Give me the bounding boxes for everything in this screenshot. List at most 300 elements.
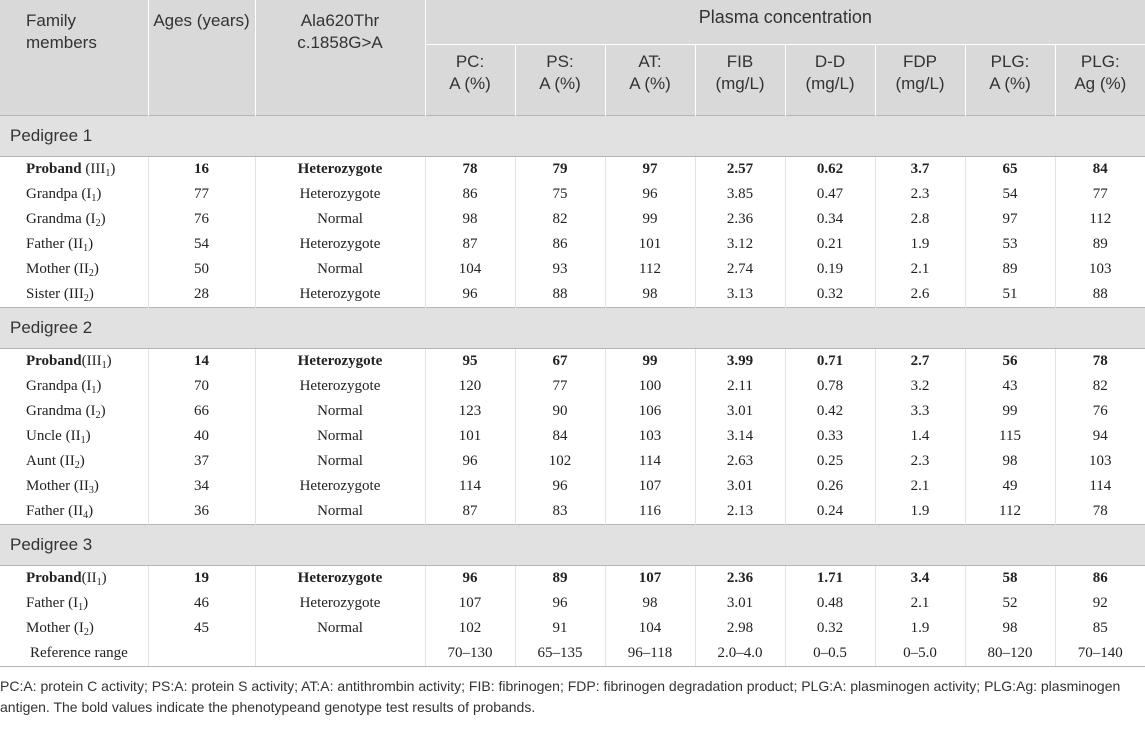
generation-label: (II <box>68 236 84 252</box>
value-cell: 99 <box>605 207 695 232</box>
member-name: Father <box>26 503 65 519</box>
value-cell: 107 <box>425 591 515 616</box>
pedigree-section-row <box>0 525 1145 566</box>
value-cell: 49 <box>965 474 1055 499</box>
value-cell: 86 <box>515 232 605 257</box>
age-cell: 76 <box>148 207 255 232</box>
member-generation-id <box>64 286 94 302</box>
member-name: Grandma <box>26 211 82 227</box>
value-cell: 78 <box>1092 503 1108 519</box>
value-cell: 103 <box>1089 261 1112 277</box>
header-mutation-line1: Ala620Thr <box>300 11 380 30</box>
value-cell: 1.9 <box>875 616 965 641</box>
genotype-cell: Normal <box>255 399 425 424</box>
table-row <box>0 499 1145 525</box>
value-cell: 84 <box>1092 161 1108 177</box>
member-name: Grandma <box>26 403 82 419</box>
member-generation-id <box>68 236 93 252</box>
header-ages: Ages (years) <box>148 0 255 116</box>
reference-value-cell: 0–0.5 <box>785 641 875 667</box>
genotype-cell: Normal <box>255 499 425 525</box>
header-param-2 <box>605 45 695 116</box>
value-cell: 43 <box>965 374 1055 399</box>
value-cell: 95 <box>425 349 515 375</box>
age-cell: 50 <box>148 257 255 282</box>
age-cell: 70 <box>148 374 255 399</box>
member-name-cell <box>0 424 148 449</box>
value-cell: 116 <box>605 499 695 525</box>
reference-value-cell: 70–140 <box>1055 641 1145 667</box>
value-cell: 107 <box>605 474 695 499</box>
value-cell: 99 <box>965 399 1055 424</box>
member-name: Grandpa <box>26 186 78 202</box>
generation-label: (I <box>81 378 92 394</box>
value-cell: 98 <box>425 207 515 232</box>
value-cell: 115 <box>965 424 1055 449</box>
header-mutation-line2: c.1858G>A <box>297 33 383 52</box>
generation-close: ) <box>93 261 99 277</box>
generation-close: ) <box>83 595 89 611</box>
generation-close: ) <box>88 286 94 302</box>
genotype-cell: Normal <box>255 449 425 474</box>
value-cell: 0.34 <box>785 207 875 232</box>
value-cell: 1.71 <box>785 566 875 592</box>
member-name-cell <box>0 591 148 616</box>
member-name-cell <box>0 257 148 282</box>
header-family-members: Family members <box>0 0 148 116</box>
value-cell: 100 <box>605 374 695 399</box>
member-generation-id <box>60 453 85 469</box>
generation-label: (II <box>59 453 75 469</box>
value-cell: 2.3 <box>875 182 965 207</box>
header-param-6 <box>965 45 1055 116</box>
header-plasma-concentration: Plasma concentration <box>425 0 1145 45</box>
member-name: Grandpa <box>26 378 78 394</box>
value-cell: 112 <box>965 499 1055 525</box>
value-cell: 120 <box>425 374 515 399</box>
generation-close: ) <box>101 570 107 586</box>
genotype-cell: Heterozygote <box>255 232 425 257</box>
table-row <box>0 566 1145 592</box>
reference-value-cell: 0–5.0 <box>875 641 965 667</box>
value-cell: 88 <box>1092 286 1108 302</box>
value-cell: 0.33 <box>785 424 875 449</box>
member-generation-id <box>85 161 115 177</box>
generation-close: ) <box>88 620 94 636</box>
value-cell: 2.11 <box>695 374 785 399</box>
header-param-5 <box>875 45 965 116</box>
member-name-cell <box>0 566 148 592</box>
value-cell: 82 <box>515 207 605 232</box>
member-generation-id <box>74 620 94 636</box>
member-name-cell <box>0 474 148 499</box>
value-cell: 3.85 <box>695 182 785 207</box>
generation-index: 1 <box>91 193 97 204</box>
value-cell: 112 <box>605 257 695 282</box>
value-cell: 98 <box>965 449 1055 474</box>
member-name-cell <box>0 349 148 375</box>
age-cell: 19 <box>148 566 255 592</box>
value-cell: 92 <box>1092 595 1108 611</box>
header-param-line: PLG: <box>990 52 1030 71</box>
table-row <box>0 157 1145 183</box>
value-cell: 65 <box>965 157 1055 183</box>
value-cell: 3.13 <box>695 282 785 308</box>
generation-close: ) <box>96 378 102 394</box>
generation-close: ) <box>79 453 85 469</box>
generation-label: (II <box>65 428 81 444</box>
generation-index: 1 <box>96 577 102 588</box>
value-cell: 87 <box>425 499 515 525</box>
member-name-cell <box>0 449 148 474</box>
value-cell: 76 <box>1092 403 1108 419</box>
generation-close: ) <box>88 503 94 519</box>
value-cell: 93 <box>515 257 605 282</box>
value-cell: 103 <box>1089 453 1112 469</box>
generation-label: (III <box>63 286 84 302</box>
age-cell: 16 <box>148 157 255 183</box>
member-name-cell <box>0 282 148 308</box>
member-generation-id <box>81 378 101 394</box>
age-cell: 46 <box>148 591 255 616</box>
age-cell: 14 <box>148 349 255 375</box>
value-cell: 1.9 <box>875 232 965 257</box>
header-param-line: A (%) <box>989 74 1031 93</box>
value-cell: 0.71 <box>785 349 875 375</box>
value-cell: 96 <box>425 282 515 308</box>
value-cell: 2.7 <box>875 349 965 375</box>
reference-value-cell: 96–118 <box>605 641 695 667</box>
generation-close: ) <box>85 428 91 444</box>
table-row <box>0 374 1145 399</box>
generation-close: ) <box>100 211 106 227</box>
value-cell: 96 <box>425 449 515 474</box>
table-row <box>0 257 1145 282</box>
generation-label: (II <box>73 261 89 277</box>
generation-label: (II <box>68 503 84 519</box>
value-cell: 0.26 <box>785 474 875 499</box>
generation-index: 2 <box>74 460 80 471</box>
generation-index: 1 <box>105 168 111 179</box>
value-cell: 3.4 <box>875 566 965 592</box>
genotype-cell: Heterozygote <box>255 182 425 207</box>
value-cell: 107 <box>605 566 695 592</box>
value-cell: 51 <box>965 282 1055 308</box>
value-cell: 114 <box>425 474 515 499</box>
generation-index: 4 <box>83 510 89 521</box>
member-generation-id <box>82 353 112 369</box>
genotype-cell: Heterozygote <box>255 591 425 616</box>
generation-label: (III <box>85 161 106 177</box>
pedigree-label: Pedigree 1 <box>0 116 1145 157</box>
value-cell: 0.42 <box>785 399 875 424</box>
genotype-cell: Normal <box>255 207 425 232</box>
table-row <box>0 232 1145 257</box>
value-cell: 79 <box>515 157 605 183</box>
value-cell: 89 <box>515 566 605 592</box>
genotype-cell: Normal <box>255 257 425 282</box>
member-name-cell <box>0 182 148 207</box>
value-cell: 91 <box>515 616 605 641</box>
age-cell: 28 <box>148 282 255 308</box>
generation-index: 1 <box>80 435 86 446</box>
genotype-cell: Heterozygote <box>255 282 425 308</box>
table-body <box>0 116 1145 667</box>
value-cell: 83 <box>515 499 605 525</box>
member-name-cell <box>0 616 148 641</box>
member-name: Proband <box>26 353 82 369</box>
value-cell: 114 <box>605 449 695 474</box>
generation-label: (III <box>81 353 102 369</box>
header-mutation <box>255 0 425 116</box>
pedigree-section-row <box>0 116 1145 157</box>
value-cell: 2.1 <box>875 591 965 616</box>
table-row <box>0 474 1145 499</box>
value-cell: 3.7 <box>875 157 965 183</box>
generation-index: 1 <box>83 243 89 254</box>
member-name: Mother <box>26 478 71 494</box>
value-cell: 96 <box>515 591 605 616</box>
reference-value-cell: 65–135 <box>515 641 605 667</box>
member-generation-id <box>68 503 93 519</box>
value-cell: 104 <box>425 257 515 282</box>
generation-index: 1 <box>91 385 97 396</box>
generation-label: (I <box>68 595 79 611</box>
member-name: Mother <box>26 261 71 277</box>
value-cell: 3.12 <box>695 232 785 257</box>
header-param-line: (mg/L) <box>805 74 855 93</box>
header-param-line: FDP <box>903 52 937 71</box>
genotype-cell: Heterozygote <box>255 349 425 375</box>
value-cell: 0.19 <box>785 257 875 282</box>
age-cell: 40 <box>148 424 255 449</box>
value-cell: 99 <box>605 349 695 375</box>
member-name: Proband <box>26 161 82 177</box>
genotype-cell: Heterozygote <box>255 474 425 499</box>
header-param-line: PC: <box>455 52 485 71</box>
value-cell: 3.01 <box>695 399 785 424</box>
value-cell: 82 <box>1092 378 1108 394</box>
value-cell: 96 <box>425 566 515 592</box>
generation-index: 3 <box>88 485 94 496</box>
value-cell: 2.36 <box>695 207 785 232</box>
member-name: Father <box>26 595 65 611</box>
value-cell: 98 <box>605 282 695 308</box>
header-param-3 <box>695 45 785 116</box>
generation-index: 1 <box>101 360 107 371</box>
empty-cell <box>148 641 255 667</box>
empty-cell <box>255 641 425 667</box>
table-header <box>0 0 1145 116</box>
value-cell: 84 <box>515 424 605 449</box>
value-cell: 94 <box>1092 428 1108 444</box>
value-cell: 86 <box>425 182 515 207</box>
value-cell: 0.32 <box>785 282 875 308</box>
generation-close: ) <box>100 403 106 419</box>
genotype-cell: Normal <box>255 616 425 641</box>
header-param-line: D-D <box>814 52 846 71</box>
member-generation-id <box>81 186 101 202</box>
value-cell: 52 <box>965 591 1055 616</box>
value-cell: 89 <box>965 257 1055 282</box>
value-cell: 0.32 <box>785 616 875 641</box>
header-param-0 <box>425 45 515 116</box>
value-cell: 3.2 <box>875 374 965 399</box>
value-cell: 0.47 <box>785 182 875 207</box>
value-cell: 77 <box>1092 186 1108 202</box>
value-cell: 2.63 <box>695 449 785 474</box>
header-param-line: (mg/L) <box>895 74 945 93</box>
generation-close: ) <box>110 161 116 177</box>
table-row <box>0 399 1145 424</box>
generation-label: (I <box>85 403 96 419</box>
value-cell: 2.36 <box>695 566 785 592</box>
member-generation-id <box>86 211 106 227</box>
generation-label: (I <box>81 186 92 202</box>
reference-value-cell: 70–130 <box>425 641 515 667</box>
value-cell: 2.8 <box>875 207 965 232</box>
value-cell: 97 <box>605 157 695 183</box>
value-cell: 78 <box>1092 353 1108 369</box>
value-cell: 112 <box>1089 211 1112 227</box>
value-cell: 2.1 <box>875 474 965 499</box>
value-cell: 89 <box>1092 236 1108 252</box>
header-param-line: (mg/L) <box>715 74 765 93</box>
value-cell: 2.1 <box>875 257 965 282</box>
table-footnote: PC:A: protein C activity; PS:A: protein S activity; AT:A: antithrombin activity; FIB: fibrinogen; FDP: fibrinogen degradation product; PLG:A: plasminogen activity; PLG:Ag: plasminogen antigen. The bold values indicate the phenotypeand genotype test results of probands. <box>0 678 1121 715</box>
value-cell: 85 <box>1092 620 1108 636</box>
generation-index: 2 <box>95 410 101 421</box>
age-cell: 54 <box>148 232 255 257</box>
value-cell: 102 <box>425 616 515 641</box>
header-param-line: PS: <box>546 52 574 71</box>
generation-index: 2 <box>88 268 94 279</box>
pedigree-label: Pedigree 2 <box>0 308 1145 349</box>
value-cell: 114 <box>1089 478 1112 494</box>
genotype-cell: Heterozygote <box>255 566 425 592</box>
value-cell: 2.13 <box>695 499 785 525</box>
member-name: Aunt <box>26 453 56 469</box>
member-name: Mother <box>26 620 71 636</box>
generation-label: (I <box>85 211 96 227</box>
member-name: Proband <box>26 570 82 586</box>
value-cell: 0.24 <box>785 499 875 525</box>
member-name: Sister <box>26 286 61 302</box>
value-cell: 96 <box>605 182 695 207</box>
age-cell: 77 <box>148 182 255 207</box>
header-param-1 <box>515 45 605 116</box>
member-name-cell <box>0 399 148 424</box>
value-cell: 96 <box>515 474 605 499</box>
age-cell: 36 <box>148 499 255 525</box>
value-cell: 97 <box>965 207 1055 232</box>
age-cell: 45 <box>148 616 255 641</box>
value-cell: 123 <box>425 399 515 424</box>
header-param-line: PLG: <box>1080 52 1120 71</box>
table-row <box>0 282 1145 308</box>
table-row <box>0 424 1145 449</box>
value-cell: 53 <box>965 232 1055 257</box>
generation-close: ) <box>88 236 94 252</box>
table-row <box>0 449 1145 474</box>
value-cell: 3.3 <box>875 399 965 424</box>
value-cell: 1.4 <box>875 424 965 449</box>
value-cell: 3.01 <box>695 591 785 616</box>
generation-index: 2 <box>83 293 89 304</box>
table-row <box>0 349 1145 375</box>
generation-close: ) <box>106 353 112 369</box>
header-param-line: Ag (%) <box>1074 74 1127 93</box>
table-row <box>0 591 1145 616</box>
generation-index: 1 <box>78 602 84 613</box>
value-cell: 101 <box>425 424 515 449</box>
header-param-4 <box>785 45 875 116</box>
generation-label: (I <box>73 620 84 636</box>
header-param-line: A (%) <box>449 74 491 93</box>
header-param-line: A (%) <box>629 74 671 93</box>
member-name-cell <box>0 374 148 399</box>
reference-value-cell: 80–120 <box>965 641 1055 667</box>
value-cell: 2.98 <box>695 616 785 641</box>
header-param-line: A (%) <box>539 74 581 93</box>
header-param-line: FIB <box>726 52 754 71</box>
value-cell: 56 <box>965 349 1055 375</box>
value-cell: 54 <box>965 182 1055 207</box>
member-name-cell <box>0 207 148 232</box>
generation-close: ) <box>96 186 102 202</box>
value-cell: 102 <box>515 449 605 474</box>
genotype-cell: Normal <box>255 424 425 449</box>
value-cell: 58 <box>965 566 1055 592</box>
value-cell: 98 <box>605 591 695 616</box>
header-param-7 <box>1055 45 1145 116</box>
member-generation-id <box>68 595 88 611</box>
reference-range-label: Reference range <box>0 641 148 667</box>
value-cell: 0.78 <box>785 374 875 399</box>
generation-index: 2 <box>83 627 89 638</box>
member-generation-id <box>74 261 99 277</box>
value-cell: 87 <box>425 232 515 257</box>
member-generation-id <box>82 570 107 586</box>
value-cell: 104 <box>605 616 695 641</box>
member-name-cell <box>0 499 148 525</box>
value-cell: 3.14 <box>695 424 785 449</box>
value-cell: 67 <box>515 349 605 375</box>
member-generation-id <box>74 478 99 494</box>
table-row <box>0 207 1145 232</box>
value-cell: 3.01 <box>695 474 785 499</box>
genotype-cell: Heterozygote <box>255 374 425 399</box>
table-row <box>0 616 1145 641</box>
pedigree-label: Pedigree 3 <box>0 525 1145 566</box>
value-cell: 0.48 <box>785 591 875 616</box>
member-generation-id <box>66 428 91 444</box>
value-cell: 101 <box>605 232 695 257</box>
pedigree-section-row <box>0 308 1145 349</box>
member-name: Father <box>26 236 65 252</box>
member-name-cell <box>0 157 148 183</box>
reference-range-row <box>0 641 1145 667</box>
value-cell: 0.62 <box>785 157 875 183</box>
generation-index: 2 <box>95 218 101 229</box>
value-cell: 106 <box>605 399 695 424</box>
value-cell: 103 <box>605 424 695 449</box>
value-cell: 75 <box>515 182 605 207</box>
member-name-cell <box>0 232 148 257</box>
value-cell: 78 <box>425 157 515 183</box>
generation-label: (II <box>81 570 97 586</box>
value-cell: 1.9 <box>875 499 965 525</box>
